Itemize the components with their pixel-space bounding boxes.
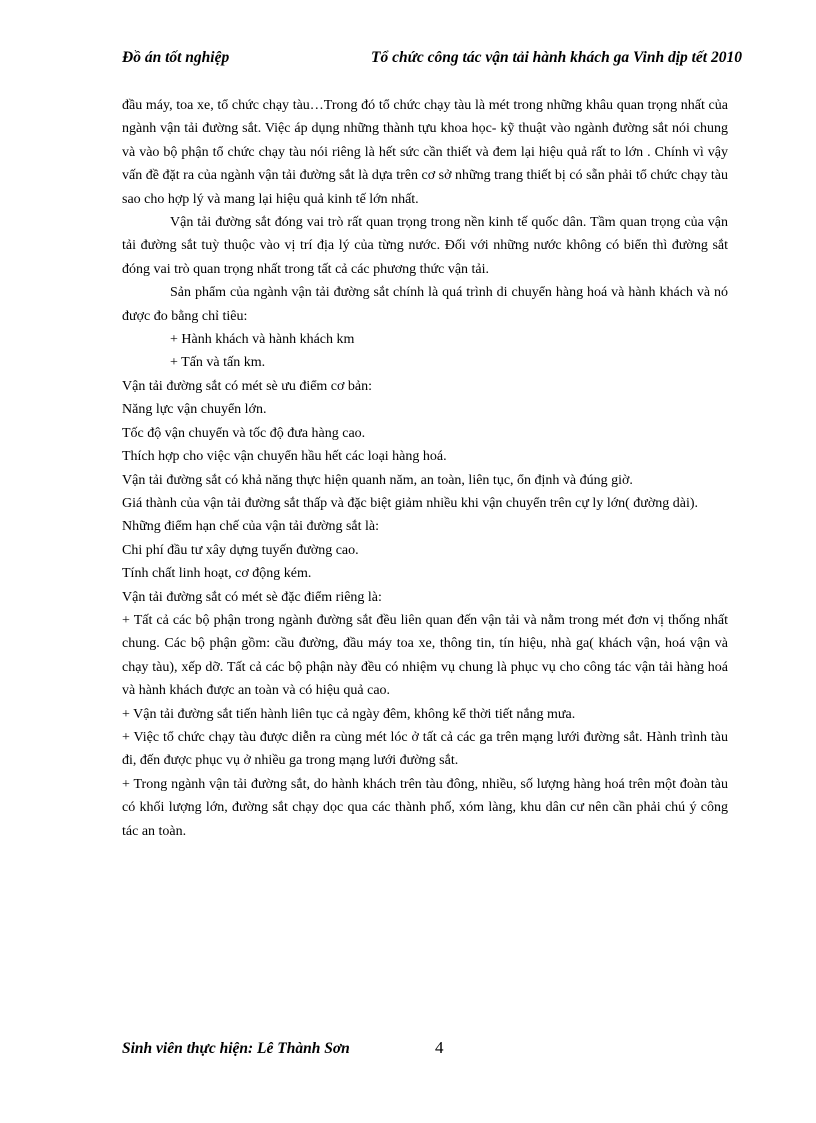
list-item: Vận tải đường sắt có khả năng thực hiện quanh năm, an toàn, liên tục, ổn định và đúng giờ.: [122, 472, 633, 488]
page-number: 4: [435, 1038, 444, 1057]
paragraph: Những điểm hạn chế của vận tải đường sắt là:: [122, 519, 380, 535]
list-item: Chi phí đầu tư xây dựng tuyến đường cao.: [122, 542, 359, 558]
paragraph: đầu máy, toa xe, tổ chức chạy tàu…Trong đó tổ chức chạy tàu là mét trong những khâu quan trọng nhất của ngành vận tải đường sắt. Việc áp dụng những thành tựu khoa học- kỹ thuật vào ngành đường sắt nói chung và vào bộ phận tổ chức chạy tàu nói riêng là hết sức cần thiết và đem lại hiệu quả rất to lớn . Chính vì vậy vấn đề đặt ra của ngành vận tải đường sắt là dựa trên cơ sở những trang thiết bị có sẵn phải tổ chức chạy tàu sao cho hợp lý và mang lại hiệu quả kinh tế lớn nhất.: [122, 98, 728, 207]
list-item: + Tất cả các bộ phận trong ngành đường sắt đều liên quan đến vận tải và nằm trong mét đơn vị thống nhất chung. Các bộ phận gồm: cầu đường, đầu máy toa xe, thông tin, tín hiệu, nhà ga( khách vận, hoá vận và chạy tàu), xếp dỡ. Tất cả các bộ phận này đều có nhiệm vụ chung là phục vụ cho công tác vận tải hàng hoá và hành khách được an toàn và có hiệu quả cao.: [122, 612, 728, 699]
list-item: Thích hợp cho việc vận chuyển hầu hết các loại hàng hoá.: [122, 449, 447, 465]
list-item: Tính chất linh hoạt, cơ động kém.: [122, 566, 312, 582]
list-item: Giá thành của vận tải đường sắt thấp và đặc biệt giảm nhiều khi vận chuyển trên cự ly lớn( đường dài).: [122, 495, 699, 511]
header-document-type: Đồ án tốt nghiệp: [122, 49, 230, 66]
paragraph: Vận tải đường sắt đóng vai trò rất quan trọng trong nền kinh tế quốc dân. Tầm quan trọng của vận tải đường sắt tuỳ thuộc vào vị trí địa lý của từng nước. Đối với những nước không có biển thì đường sắt đóng vai trò quan trọng nhất trong tất cả các phương thức vận tải.: [122, 215, 728, 277]
footer-author: Sinh viên thực hiện: Lê Thành Sơn: [122, 1040, 350, 1057]
list-item: Năng lực vận chuyển lớn.: [122, 402, 267, 418]
list-item: Tốc độ vận chuyển và tốc độ đưa hàng cao.: [122, 425, 366, 441]
paragraph: Sản phẩm của ngành vận tải đường sắt chính là quá trình di chuyển hàng hoá và hành khách và nó được đo bằng chỉ tiêu:: [122, 285, 728, 324]
list-item: + Tấn và tấn km.: [170, 355, 266, 371]
list-item: + Vận tải đường sắt tiến hành liên tục cả ngày đêm, không kể thời tiết nắng mưa.: [122, 706, 576, 722]
list-item: + Trong ngành vận tải đường sắt, do hành khách trên tàu đông, nhiều, số lượng hàng hoá trên một đoàn tàu có khối lượng lớn, đường sắt chạy dọc qua các thành phố, xóm làng, khu dân cư nên cần phải chú ý công tác an toàn.: [122, 776, 728, 839]
header-document-title: Tổ chức công tác vận tải hành khách ga Vinh dịp tết 2010: [371, 49, 742, 66]
page-footer: [122, 1038, 522, 1060]
body-text: [122, 94, 728, 843]
paragraph: Vận tải đường sắt có mét sè ưu điểm cơ bản:: [122, 378, 373, 394]
paragraph: Vận tải đường sắt có mét sè đặc điểm riêng là:: [122, 589, 382, 605]
list-item: + Việc tổ chức chạy tàu được diễn ra cùng mét lóc ở tất cả các ga trên mạng lưới đường sắt. Hành trình tàu đi, đến được phục vụ ở nhiều ga trong mạng lưới đường sắt.: [122, 729, 728, 769]
page-header: [122, 46, 742, 70]
list-item: + Hành khách và hành khách km: [170, 332, 355, 348]
